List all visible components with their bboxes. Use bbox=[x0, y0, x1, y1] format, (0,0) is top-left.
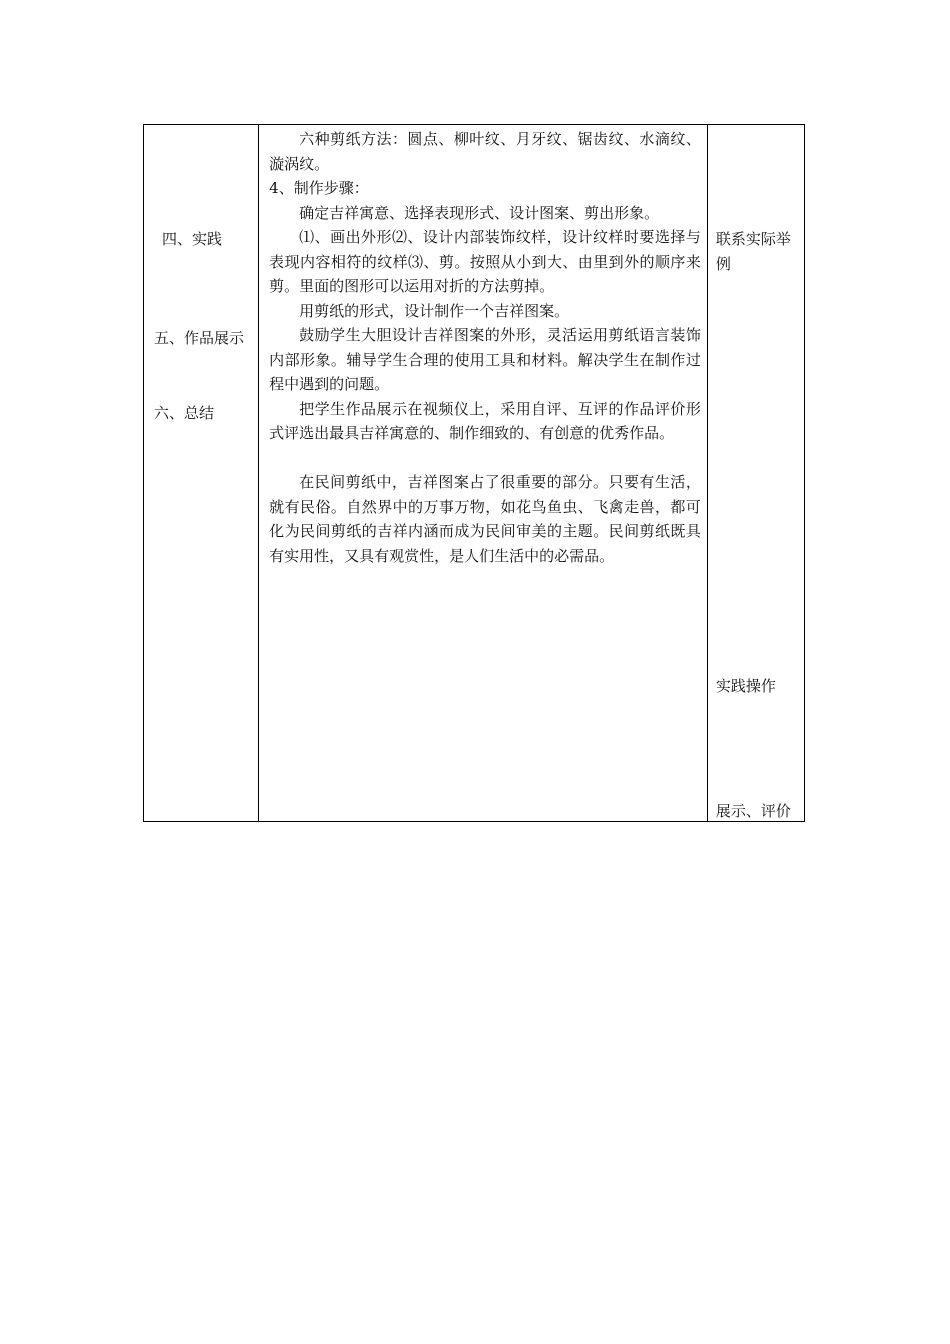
stage-column bbox=[144, 125, 259, 822]
stage-showcase-label: 五、作品展示 bbox=[154, 329, 245, 347]
lesson-plan-table bbox=[143, 124, 805, 822]
blank-line bbox=[269, 446, 701, 471]
note-operate: 实践操作 bbox=[715, 677, 776, 695]
table-row bbox=[144, 125, 805, 822]
display-paragraph: 把学生作品展示在视频仪上，采用自评、互评的作品评价形式评选出最具吉祥寓意的、制作细致的、有创意的优秀作品。 bbox=[269, 399, 701, 442]
steps-overview-paragraph: 确定吉祥寓意、选择表现形式、设计图案、剪出形象。 bbox=[299, 203, 660, 222]
note-evaluate: 展示、评价 bbox=[715, 802, 791, 820]
stage-practice-label: 四、实践 bbox=[162, 230, 223, 248]
task-paragraph: 用剪纸的形式，设计制作一个吉祥图案。 bbox=[299, 301, 570, 320]
guidance-paragraph: 鼓励学生大胆设计吉祥图案的外形，灵活运用剪纸语言装饰内部形象。辅导学生合理的使用工具和材料。解决学生在制作过程中遇到的问题。 bbox=[269, 326, 701, 393]
conclusion-paragraph: 在民间剪纸中，吉祥图案占了很重要的部分。只要有生活，就有民俗。自然界中的万事万物，如花鸟鱼虫、飞禽走兽，都可化为民间剪纸的吉祥内涵而成为民间审美的主题。民间剪纸既具有实用性，又具有观赏性，是人们生活中的必需品。 bbox=[269, 473, 701, 565]
steps-detail-paragraph: ⑴、画出外形⑵、设计内部装饰纹样，设计纹样时要选择与表现内容相符的纹样⑶、剪。按照从小到大、由里到外的顺序来剪。里面的图形可以运用对折的方法剪掉。 bbox=[269, 228, 701, 295]
methods-paragraph: 六种剪纸方法：圆点、柳叶纹、月牙纹、锯齿纹、水滴纹、漩涡纹。 bbox=[269, 130, 701, 173]
stage-summary-label: 六、总结 bbox=[154, 404, 215, 422]
note-relate: 联系实际举例 bbox=[715, 230, 791, 273]
notes-column bbox=[707, 125, 804, 822]
content-column bbox=[259, 125, 708, 822]
steps-heading: 4、制作步骤： bbox=[269, 179, 369, 197]
